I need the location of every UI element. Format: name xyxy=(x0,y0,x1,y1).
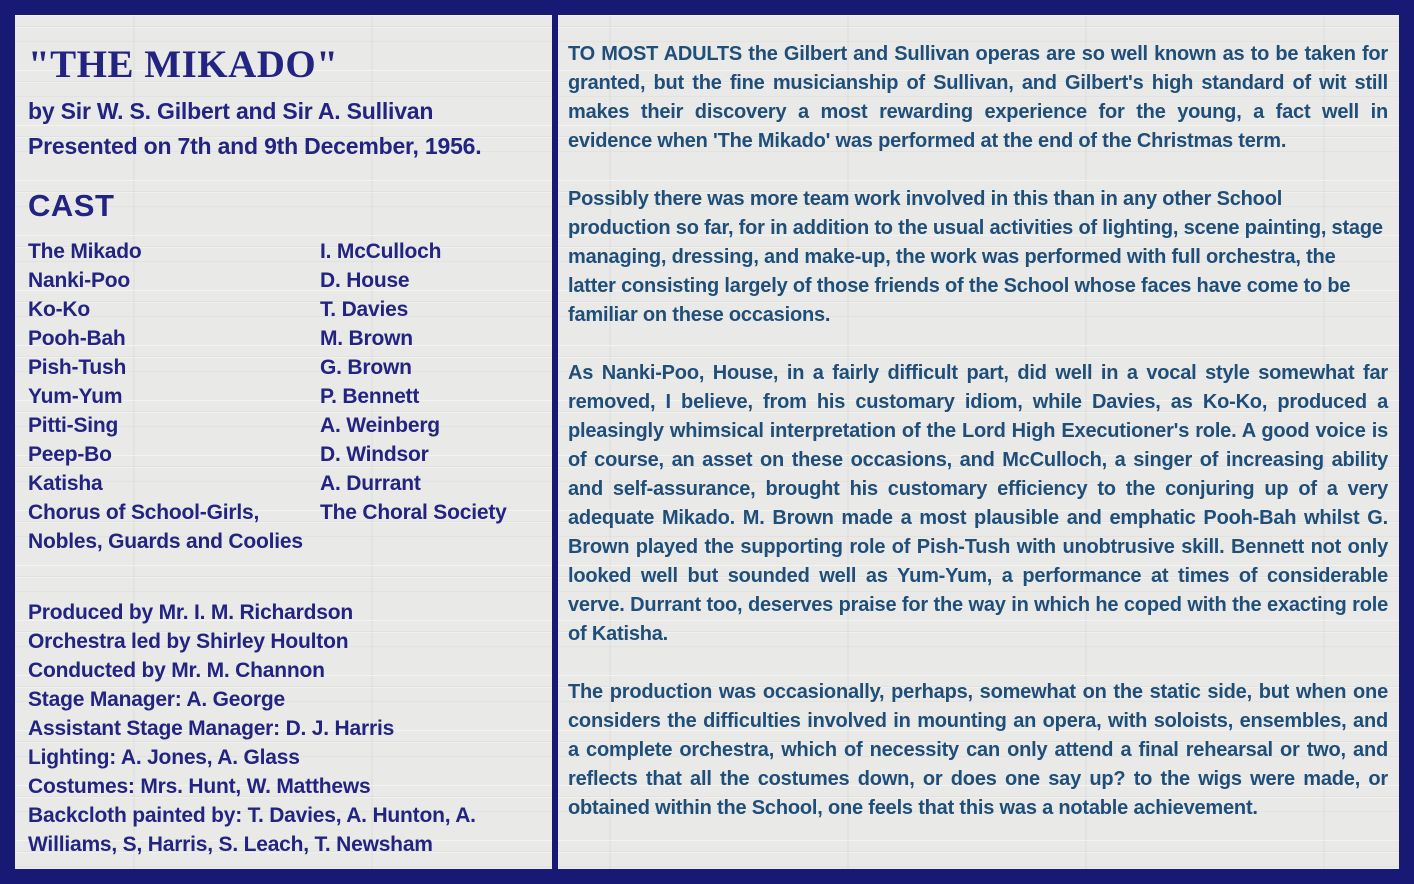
cast-row xyxy=(28,266,538,295)
credit-line: Conducted by Mr. M. Channon xyxy=(28,659,325,682)
production-credits xyxy=(28,598,538,859)
cast-role: The Mikado xyxy=(28,240,142,263)
review-paragraph: Possibly there was more team work involved in this than in any other School production so far, for in addition to the usual activities of lighting, scene painting, stage managing, dressing, and make-up, the work was performed with full orchestra, the latter consisting largely of those friends of the School whose faces have come to be familiar on these occasions. xyxy=(568,188,1383,326)
credit-line: Produced by Mr. I. M. Richardson xyxy=(28,601,353,624)
cast-role: Yum-Yum xyxy=(28,385,123,408)
review-paragraph: TO MOST ADULTS the Gilbert and Sullivan operas are so well known as to be taken for granted, but the fine musicianship of Sullivan, and Gilbert's high standard of wit still makes their discovery a most rewarding experience for the young, a fact well in evidence when 'The Mikado' was performed at the end of the Christmas term. xyxy=(568,43,1388,152)
cast-role: Peep-Bo xyxy=(28,443,112,466)
cast-row xyxy=(28,353,538,382)
presented-date-line: Presented on 7th and 9th December, 1956. xyxy=(28,133,482,159)
cast-role: Pish-Tush xyxy=(28,356,127,379)
byline: by Sir W. S. Gilbert and Sir A. Sullivan xyxy=(28,98,434,124)
cast-row xyxy=(28,469,538,498)
cast-row xyxy=(28,440,538,469)
cast-performer: D. House xyxy=(320,269,410,292)
cast-heading: CAST xyxy=(28,188,115,223)
review-paragraph: As Nanki-Poo, House, in a fairly difficult part, did well in a vocal style somewhat far removed, I believe, from his customary idiom, while Davies, as Ko-Ko, produced a pleasingly whimsical interpretation of the Lord High Executioner's role. A good voice is of course, an asset on these occasions, and McCulloch, a singer of increasing ability and self-assurance, brought his customary efficiency to the conjuring up of a very adequate Mikado. M. Brown made a most plausible and emphatic Pooh-Bah whilst G. Brown played the supporting role of Pish-Tush with unobtrusive skill. Bennett not only looked well but sounded well as Yum-Yum, a performance at times of considerable verve. Durrant too, deserves praise for the way in which he coped with the exacting role of Katisha. xyxy=(568,362,1388,645)
cast-row xyxy=(28,411,538,440)
cast-performer: The Choral Society xyxy=(320,501,507,524)
cast-performer: G. Brown xyxy=(320,356,412,379)
review-panel xyxy=(558,15,1399,869)
page-title: "THE MIKADO" xyxy=(28,43,339,86)
cast-row xyxy=(28,295,538,324)
cast-performer: T. Davies xyxy=(320,298,409,321)
cast-row xyxy=(28,237,538,266)
cast-role: Pooh-Bah xyxy=(28,327,126,350)
credit-line: Costumes: Mrs. Hunt, W. Matthews xyxy=(28,775,371,798)
cast-performer: P. Bennett xyxy=(320,385,420,408)
cast-role: Pitti-Sing xyxy=(28,414,119,437)
left-panel xyxy=(15,15,552,869)
credit-line: Orchestra led by Shirley Houlton xyxy=(28,630,349,653)
credit-line: Backcloth painted by: T. Davies, A. Hunton, A. Williams, S, Harris, S. Leach, T. Newsham xyxy=(28,804,476,856)
credit-line: Stage Manager: A. George xyxy=(28,688,285,711)
review-paragraph: The production was occasionally, perhaps, somewhat on the static side, but when one considers the difficulties involved in mounting an opera, with soloists, ensembles, and a complete orchestra, which of necessity can only attend a final rehearsal or two, and reflects that all the costumes down, or does one say up? to the wigs were made, or obtained within the School, one feels that this was a notable achievement. xyxy=(568,681,1388,819)
cast-performer: A. Durrant xyxy=(320,472,421,495)
cast-performer: D. Windsor xyxy=(320,443,429,466)
cast-row xyxy=(28,382,538,411)
cast-role: Nanki-Poo xyxy=(28,269,131,292)
cast-performer: I. McCulloch xyxy=(320,240,442,263)
cast-role: Chorus of School-Girls, Nobles, Guards and Coolies xyxy=(28,501,303,553)
cast-list xyxy=(28,237,538,556)
cast-role: Katisha xyxy=(28,472,103,495)
cast-row xyxy=(28,498,538,556)
cast-performer: M. Brown xyxy=(320,327,413,350)
cast-performer: A. Weinberg xyxy=(320,414,440,437)
credit-line: Lighting: A. Jones, A. Glass xyxy=(28,746,300,769)
cast-row xyxy=(28,324,538,353)
credit-line: Assistant Stage Manager: D. J. Harris xyxy=(28,717,395,740)
cast-role: Ko-Ko xyxy=(28,298,90,321)
